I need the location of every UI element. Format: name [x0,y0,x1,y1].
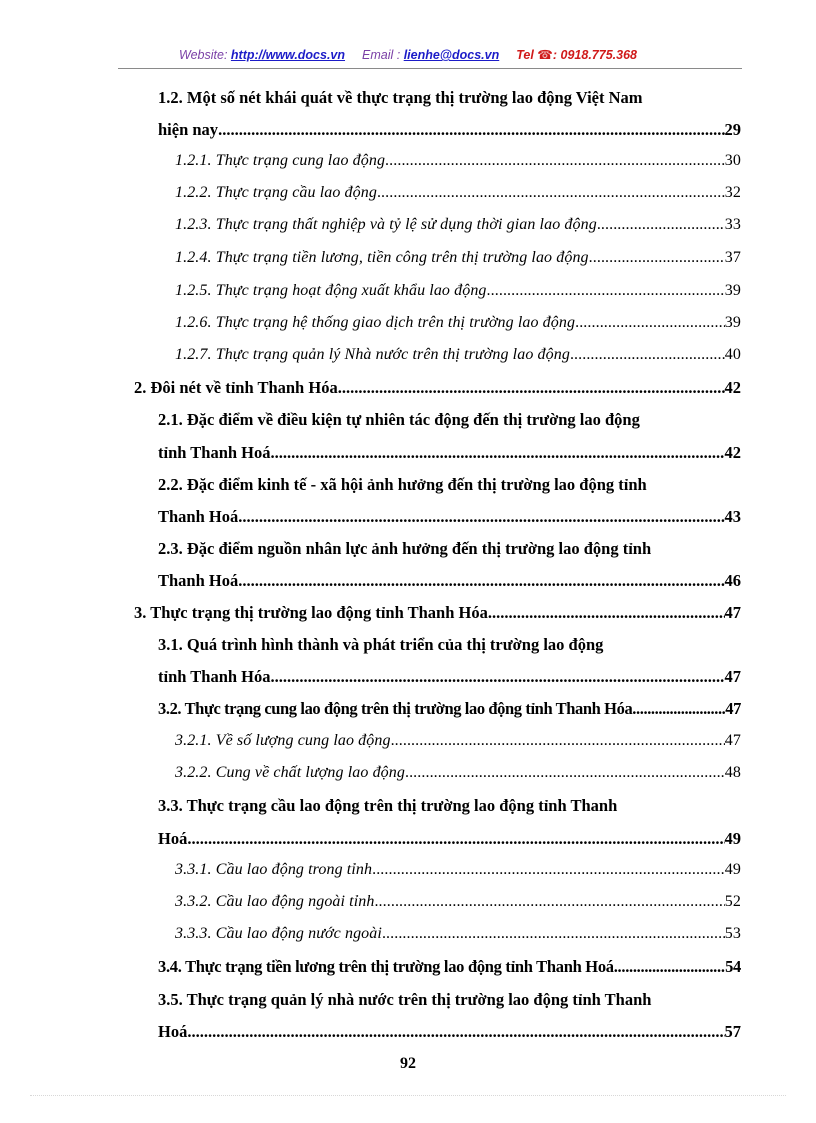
toc-entry[interactable]: 1.2.7. Thực trạng quản lý Nhà nước trên thị trường lao động ..... 40 [175,346,741,370]
toc-entry[interactable]: Thanh Hoá ..... 46 [158,571,741,595]
bottom-divider [30,1095,786,1096]
toc-entry[interactable]: 3.2.2. Cung về chất lượng lao động ..... 48 [175,764,741,788]
toc-entry[interactable]: 1.2.2. Thực trạng cầu lao động ..... 32 [175,184,741,208]
website-link[interactable]: http://www.docs.vn [230,48,346,62]
toc-entry[interactable]: 1.2.4. Thực trạng tiền lương, tiền công trên thị trường lao động ..... 37 [175,249,741,273]
toc-entry[interactable]: 2.1. Đặc điểm về điều kiện tự nhiên tác động đến thị trường lao động [158,410,640,429]
toc-entry[interactable]: Hoá ..... 57 [158,1022,741,1046]
page-number: 92 [400,1055,416,1072]
toc-entry[interactable]: 3.4. Thực trạng tiền lương trên thị trường lao động tỉnh Thanh Hoá ..... 54 [158,957,741,981]
toc-entry[interactable]: 3.2. Thực trạng cung lao động trên thị trường lao động tỉnh Thanh Hóa ..... .47 [158,699,741,723]
toc-entry[interactable]: hiện nay ..... 29 [158,120,741,144]
toc-entry[interactable]: 1.2. Một số nét khái quát về thực trạng thị trường lao động Việt Nam [158,88,643,107]
email-label: Email : [362,48,401,62]
toc-entry[interactable]: 3.3.2. Cầu lao động ngoài tỉnh ..... 52 [175,893,741,917]
website-label: Website: [179,48,228,62]
toc-entry[interactable]: 2. Đôi nét về tỉnh Thanh Hóa ..... 42 [134,378,741,402]
toc-entry[interactable]: 1.2.1. Thực trạng cung lao động ..... 30 [175,152,741,176]
toc-entry[interactable]: 3. Thực trạng thị trường lao động tỉnh Thanh Hóa ..... 47 [134,603,741,627]
toc-entry[interactable]: tỉnh Thanh Hoá ..... 42 [158,443,741,467]
tel-label: Tel [516,48,534,62]
toc-entry[interactable]: 1.2.6. Thực trạng hệ thống giao dịch trên thị trường lao động ..... 39 [175,314,741,338]
toc-entry[interactable]: 1.2.3. Thực trạng thất nghiệp và tỷ lệ sử dụng thời gian lao động ..... 33 [175,216,741,240]
toc-entry[interactable]: 3.3.3. Cầu lao động nước ngoài ..... 53 [175,925,741,949]
email-link[interactable]: lienhe@docs.vn [403,48,500,62]
toc-entry[interactable]: 3.3.1. Cầu lao động trong tỉnh ..... 49 [175,861,741,885]
toc-entry[interactable]: tỉnh Thanh Hóa ..... 47 [158,667,741,691]
toc-entry[interactable]: 3.3. Thực trạng cầu lao động trên thị trường lao động tỉnh Thanh [158,796,618,815]
toc-entry[interactable]: 3.2.1. Về số lượng cung lao động ..... 47 [175,732,741,756]
toc-entry[interactable]: 2.3. Đặc điểm nguồn nhân lực ảnh hưởng đến thị trường lao động tỉnh [158,539,652,558]
tel-value: : 0918.775.368 [552,48,637,62]
phone-icon: ☎ [537,48,553,62]
toc-entry[interactable]: Thanh Hoá ..... 43 [158,507,741,531]
toc-entry[interactable]: Hoá ..... 49 [158,829,741,853]
toc-entry[interactable]: 3.1. Quá trình hình thành và phát triển của thị trường lao động [158,635,604,654]
toc-entry[interactable]: 1.2.5. Thực trạng hoạt động xuất khẩu lao động ..... 39 [175,282,741,306]
toc-entry[interactable]: 2.2. Đặc điểm kinh tế - xã hội ảnh hưởng đến thị trường lao động tỉnh [158,475,647,494]
toc-entry[interactable]: 3.5. Thực trạng quản lý nhà nước trên thị trường lao động tỉnh Thanh [158,990,652,1009]
